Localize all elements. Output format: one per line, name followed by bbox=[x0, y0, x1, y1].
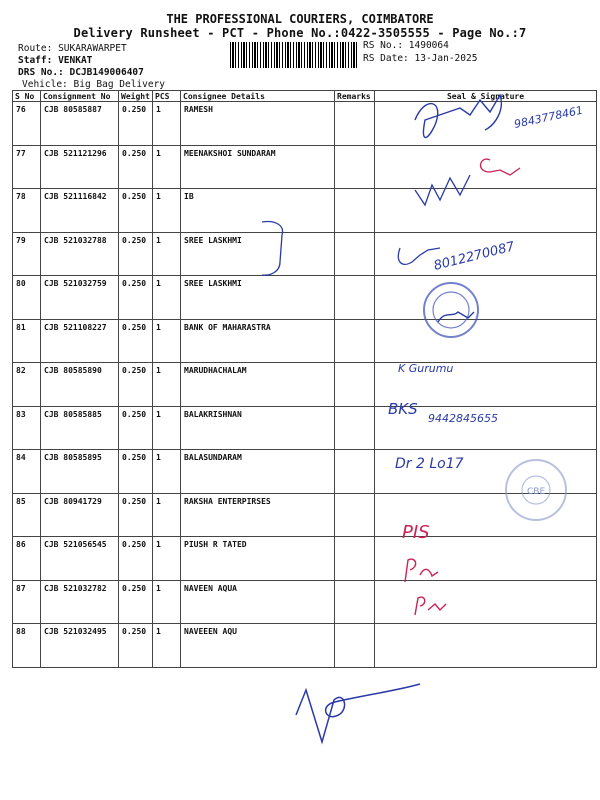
sig85-text: Dr 2 Lo17 bbox=[395, 456, 464, 472]
consignee: PIUSH R TATED bbox=[181, 537, 335, 581]
remarks bbox=[335, 537, 375, 581]
barcode bbox=[230, 42, 358, 68]
consignment-no: CJB 521116842 bbox=[41, 189, 119, 233]
weight: 0.250 bbox=[119, 232, 153, 276]
drs-value: DCJB149006407 bbox=[69, 67, 144, 78]
runsheet-title: Delivery Runsheet - PCT - Phone No.:0422-3505555 - Page No.:7 bbox=[73, 26, 527, 40]
route-label: Route: bbox=[18, 43, 53, 54]
col-consignment: Consignment No bbox=[41, 91, 119, 102]
sig83-number: 9442845655 bbox=[428, 412, 498, 425]
pcs: 1 bbox=[153, 145, 181, 189]
staff-value: VENKAT bbox=[58, 55, 93, 66]
col-sno: S No bbox=[13, 91, 41, 102]
rs-date-label: RS Date: bbox=[363, 53, 409, 64]
table-row bbox=[13, 145, 597, 189]
col-consignee: Consignee Details bbox=[181, 91, 335, 102]
remarks bbox=[335, 145, 375, 189]
signature-cell bbox=[375, 232, 597, 276]
pcs: 1 bbox=[153, 580, 181, 624]
rs-no-label: RS No.: bbox=[363, 40, 404, 51]
staff-line bbox=[18, 55, 92, 66]
sno: 88 bbox=[13, 624, 41, 668]
sno: 87 bbox=[13, 580, 41, 624]
signature-cell bbox=[375, 537, 597, 581]
pcs: 1 bbox=[153, 450, 181, 494]
signature-cell bbox=[375, 363, 597, 407]
remarks bbox=[335, 406, 375, 450]
weight: 0.250 bbox=[119, 319, 153, 363]
table-header-row bbox=[13, 91, 597, 102]
weight: 0.250 bbox=[119, 580, 153, 624]
rs-no-value: 1490064 bbox=[408, 40, 449, 51]
sno: 77 bbox=[13, 145, 41, 189]
pcs: 1 bbox=[153, 189, 181, 233]
signature-cell bbox=[375, 145, 597, 189]
consignment-no: CJB 521032495 bbox=[41, 624, 119, 668]
table-row bbox=[13, 232, 597, 276]
signature-cell bbox=[375, 406, 597, 450]
signature-cell bbox=[375, 102, 597, 146]
signature-cell bbox=[375, 189, 597, 233]
route-value: SUKARAWARPET bbox=[58, 43, 127, 54]
sno: 76 bbox=[13, 102, 41, 146]
signature-cell bbox=[375, 624, 597, 668]
table-row bbox=[13, 624, 597, 668]
vehicle-label: Vehicle: bbox=[22, 79, 68, 90]
route-line bbox=[18, 43, 127, 54]
consignment-no: CJB 521056545 bbox=[41, 537, 119, 581]
weight: 0.250 bbox=[119, 102, 153, 146]
remarks bbox=[335, 580, 375, 624]
sno: 81 bbox=[13, 319, 41, 363]
weight: 0.250 bbox=[119, 189, 153, 233]
table-row bbox=[13, 102, 597, 146]
weight: 0.250 bbox=[119, 276, 153, 320]
drs-line bbox=[18, 67, 144, 78]
consignment-no: CJB 80585895 bbox=[41, 450, 119, 494]
remarks bbox=[335, 493, 375, 537]
sno: 84 bbox=[13, 450, 41, 494]
remarks bbox=[335, 232, 375, 276]
stamp-text: CBE bbox=[527, 487, 546, 497]
remarks bbox=[335, 102, 375, 146]
table-row bbox=[13, 450, 597, 494]
pcs: 1 bbox=[153, 624, 181, 668]
sno: 86 bbox=[13, 537, 41, 581]
signature-cell bbox=[375, 276, 597, 320]
consignment-no: CJB 521032759 bbox=[41, 276, 119, 320]
pcs: 1 bbox=[153, 537, 181, 581]
consignment-no: CJB 521032782 bbox=[41, 580, 119, 624]
weight: 0.250 bbox=[119, 493, 153, 537]
remarks bbox=[335, 319, 375, 363]
consignment-no: CJB 521108227 bbox=[41, 319, 119, 363]
consignee: IB bbox=[181, 189, 335, 233]
bottom-scrawl bbox=[296, 684, 420, 742]
consignee: RAMESH bbox=[181, 102, 335, 146]
remarks bbox=[335, 276, 375, 320]
sig83-text: BKS bbox=[388, 400, 418, 418]
table-row bbox=[13, 319, 597, 363]
table-row bbox=[13, 276, 597, 320]
weight: 0.250 bbox=[119, 537, 153, 581]
pcs: 1 bbox=[153, 232, 181, 276]
pcs: 1 bbox=[153, 493, 181, 537]
consignment-no: CJB 80585890 bbox=[41, 363, 119, 407]
weight: 0.250 bbox=[119, 145, 153, 189]
consignee: BALAKRISHNAN bbox=[181, 406, 335, 450]
vehicle-value: Big Bag Delivery bbox=[73, 79, 166, 90]
sig76-number: 9843778461 bbox=[512, 103, 585, 131]
runsheet-table bbox=[12, 90, 597, 668]
remarks bbox=[335, 624, 375, 668]
sno: 83 bbox=[13, 406, 41, 450]
weight: 0.250 bbox=[119, 450, 153, 494]
col-pcs: PCS bbox=[153, 91, 181, 102]
consignee: SREE LASKHMI bbox=[181, 232, 335, 276]
sno: 80 bbox=[13, 276, 41, 320]
staff-label: Staff: bbox=[18, 55, 53, 66]
vehicle-line bbox=[22, 79, 165, 90]
remarks bbox=[335, 363, 375, 407]
pcs: 1 bbox=[153, 102, 181, 146]
consignee: NAVEEN AQUA bbox=[181, 580, 335, 624]
col-weight: Weight bbox=[119, 91, 153, 102]
weight: 0.250 bbox=[119, 624, 153, 668]
rs-no-line bbox=[363, 40, 449, 51]
consignment-no: CJB 521121296 bbox=[41, 145, 119, 189]
consignee: RAKSHA ENTERPIRSES bbox=[181, 493, 335, 537]
consignee: MEENAKSHOI SUNDARAM bbox=[181, 145, 335, 189]
sig82-text: K Gurumu bbox=[398, 362, 454, 375]
rs-date-line bbox=[363, 53, 477, 64]
consignee: BALASUNDARAM bbox=[181, 450, 335, 494]
sno: 79 bbox=[13, 232, 41, 276]
table-row bbox=[13, 580, 597, 624]
consignee: BANK OF MAHARASTRA bbox=[181, 319, 335, 363]
pcs: 1 bbox=[153, 276, 181, 320]
sno: 82 bbox=[13, 363, 41, 407]
pcs: 1 bbox=[153, 319, 181, 363]
sno: 85 bbox=[13, 493, 41, 537]
company-title: THE PROFESSIONAL COURIERS, COIMBATORE bbox=[166, 12, 434, 26]
pcs: 1 bbox=[153, 406, 181, 450]
table-row bbox=[13, 493, 597, 537]
sno: 78 bbox=[13, 189, 41, 233]
signature-cell bbox=[375, 319, 597, 363]
col-remarks: Remarks bbox=[335, 91, 375, 102]
table-row bbox=[13, 406, 597, 450]
table-row bbox=[13, 189, 597, 233]
weight: 0.250 bbox=[119, 406, 153, 450]
rs-date-value: 13-Jan-2025 bbox=[414, 53, 478, 64]
table-row bbox=[13, 363, 597, 407]
signature-cell bbox=[375, 493, 597, 537]
consignment-no: CJB 521032788 bbox=[41, 232, 119, 276]
table-row bbox=[13, 537, 597, 581]
signature-cell bbox=[375, 580, 597, 624]
remarks bbox=[335, 189, 375, 233]
consignment-no: CJB 80941729 bbox=[41, 493, 119, 537]
consignee: NAVEEEN AQU bbox=[181, 624, 335, 668]
sig79-number: 8012270087 bbox=[432, 239, 517, 274]
sig86-text: PIS bbox=[402, 522, 430, 543]
consignee: MARUDHACHALAM bbox=[181, 363, 335, 407]
remarks bbox=[335, 450, 375, 494]
drs-label: DRS No.: bbox=[18, 67, 64, 78]
consignee: SREE LASKHMI bbox=[181, 276, 335, 320]
consignment-no: CJB 80585887 bbox=[41, 102, 119, 146]
pcs: 1 bbox=[153, 363, 181, 407]
signature-cell bbox=[375, 450, 597, 494]
weight: 0.250 bbox=[119, 363, 153, 407]
consignment-no: CJB 80585885 bbox=[41, 406, 119, 450]
col-signature: Seal & Signature bbox=[375, 91, 597, 102]
